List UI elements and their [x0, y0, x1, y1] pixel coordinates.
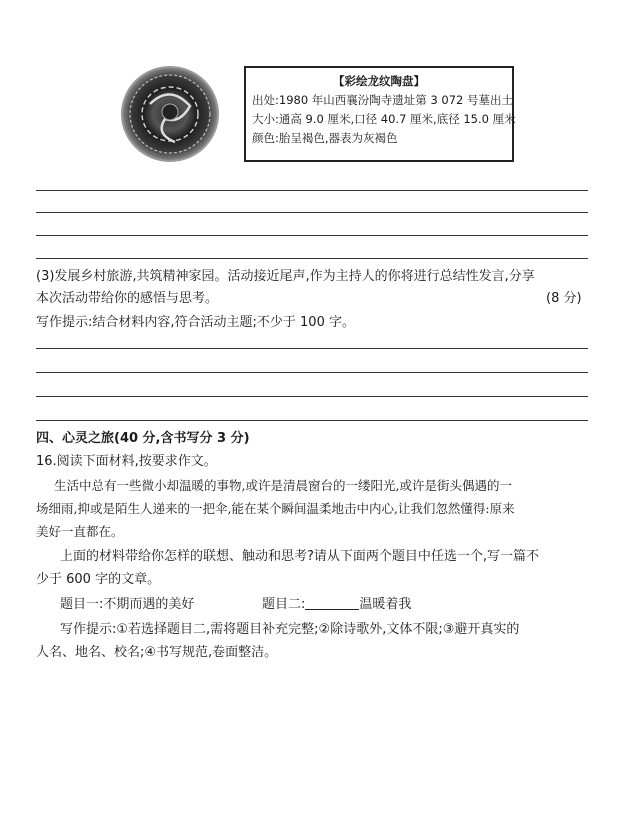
answer-line[interactable] — [36, 372, 588, 373]
answer-line[interactable] — [36, 396, 588, 397]
topic-two — [262, 594, 411, 615]
answer-line[interactable] — [36, 190, 588, 191]
material-line: 场细雨,抑或是陌生人递来的一把伞,能在某个瞬间温柔地击中内心,让我们忽然懂得:原来 — [36, 501, 515, 516]
topic-blank[interactable] — [305, 596, 359, 610]
answer-line[interactable] — [36, 258, 588, 259]
artifact-color: 颜色:胎呈褐色,器表为灰褐色 — [252, 131, 398, 145]
artifact-info-box — [244, 66, 514, 162]
q3-line2: 本次活动带给你的感悟与思考。 — [36, 291, 219, 306]
answer-line[interactable] — [36, 212, 588, 213]
writing-hint-line2: 人名、地名、校名;④书写规范,卷面整洁。 — [36, 645, 278, 660]
answer-line[interactable] — [36, 420, 588, 421]
q16-instruction: 16.阅读下面材料,按要求作文。 — [36, 454, 217, 469]
material-line: 美好一直都在。 — [36, 524, 124, 539]
topic-one: 题目一:不期而遇的美好 — [60, 597, 195, 612]
dragon-plate-image — [120, 64, 220, 164]
writing-hint-line1: 写作提示:①若选择题目二,需将题目补充完整;②除诗歌外,文体不限;③避开真实的 — [60, 622, 520, 637]
q3-hint: 写作提示:结合材料内容,符合活动主题;不少于 100 字。 — [36, 315, 355, 330]
artifact-origin: 出处:1980 年山西襄汾陶寺遗址第 3 072 号墓出土 — [252, 93, 514, 107]
topic-two-suffix: 温暖着我 — [359, 597, 412, 612]
q3-score: (8 分) — [546, 291, 582, 306]
artifact-size: 大小:通高 9.0 厘米,口径 40.7 厘米,底径 15.0 厘米 — [252, 112, 516, 126]
section4-heading: 四、心灵之旅(40 分,含书写分 3 分) — [36, 431, 250, 446]
prompt-line2: 少于 600 字的文章。 — [36, 572, 161, 587]
topic-two-prefix: 题目二: — [262, 597, 306, 612]
artifact-title: 【彩绘龙纹陶盘】 — [333, 74, 425, 88]
prompt-line1: 上面的材料带给你怎样的联想、触动和思考?请从下面两个题目中任选一个,写一篇不 — [60, 549, 540, 564]
material-line: 生活中总有一些微小却温暖的事物,或许是清晨窗台的一缕阳光,或许是街头偶遇的一 — [54, 478, 512, 493]
answer-line[interactable] — [36, 348, 588, 349]
q3-line1: (3)发展乡村旅游,共筑精神家园。活动接近尾声,作为主持人的你将进行总结性发言,分享 — [36, 269, 535, 284]
answer-line[interactable] — [36, 235, 588, 236]
